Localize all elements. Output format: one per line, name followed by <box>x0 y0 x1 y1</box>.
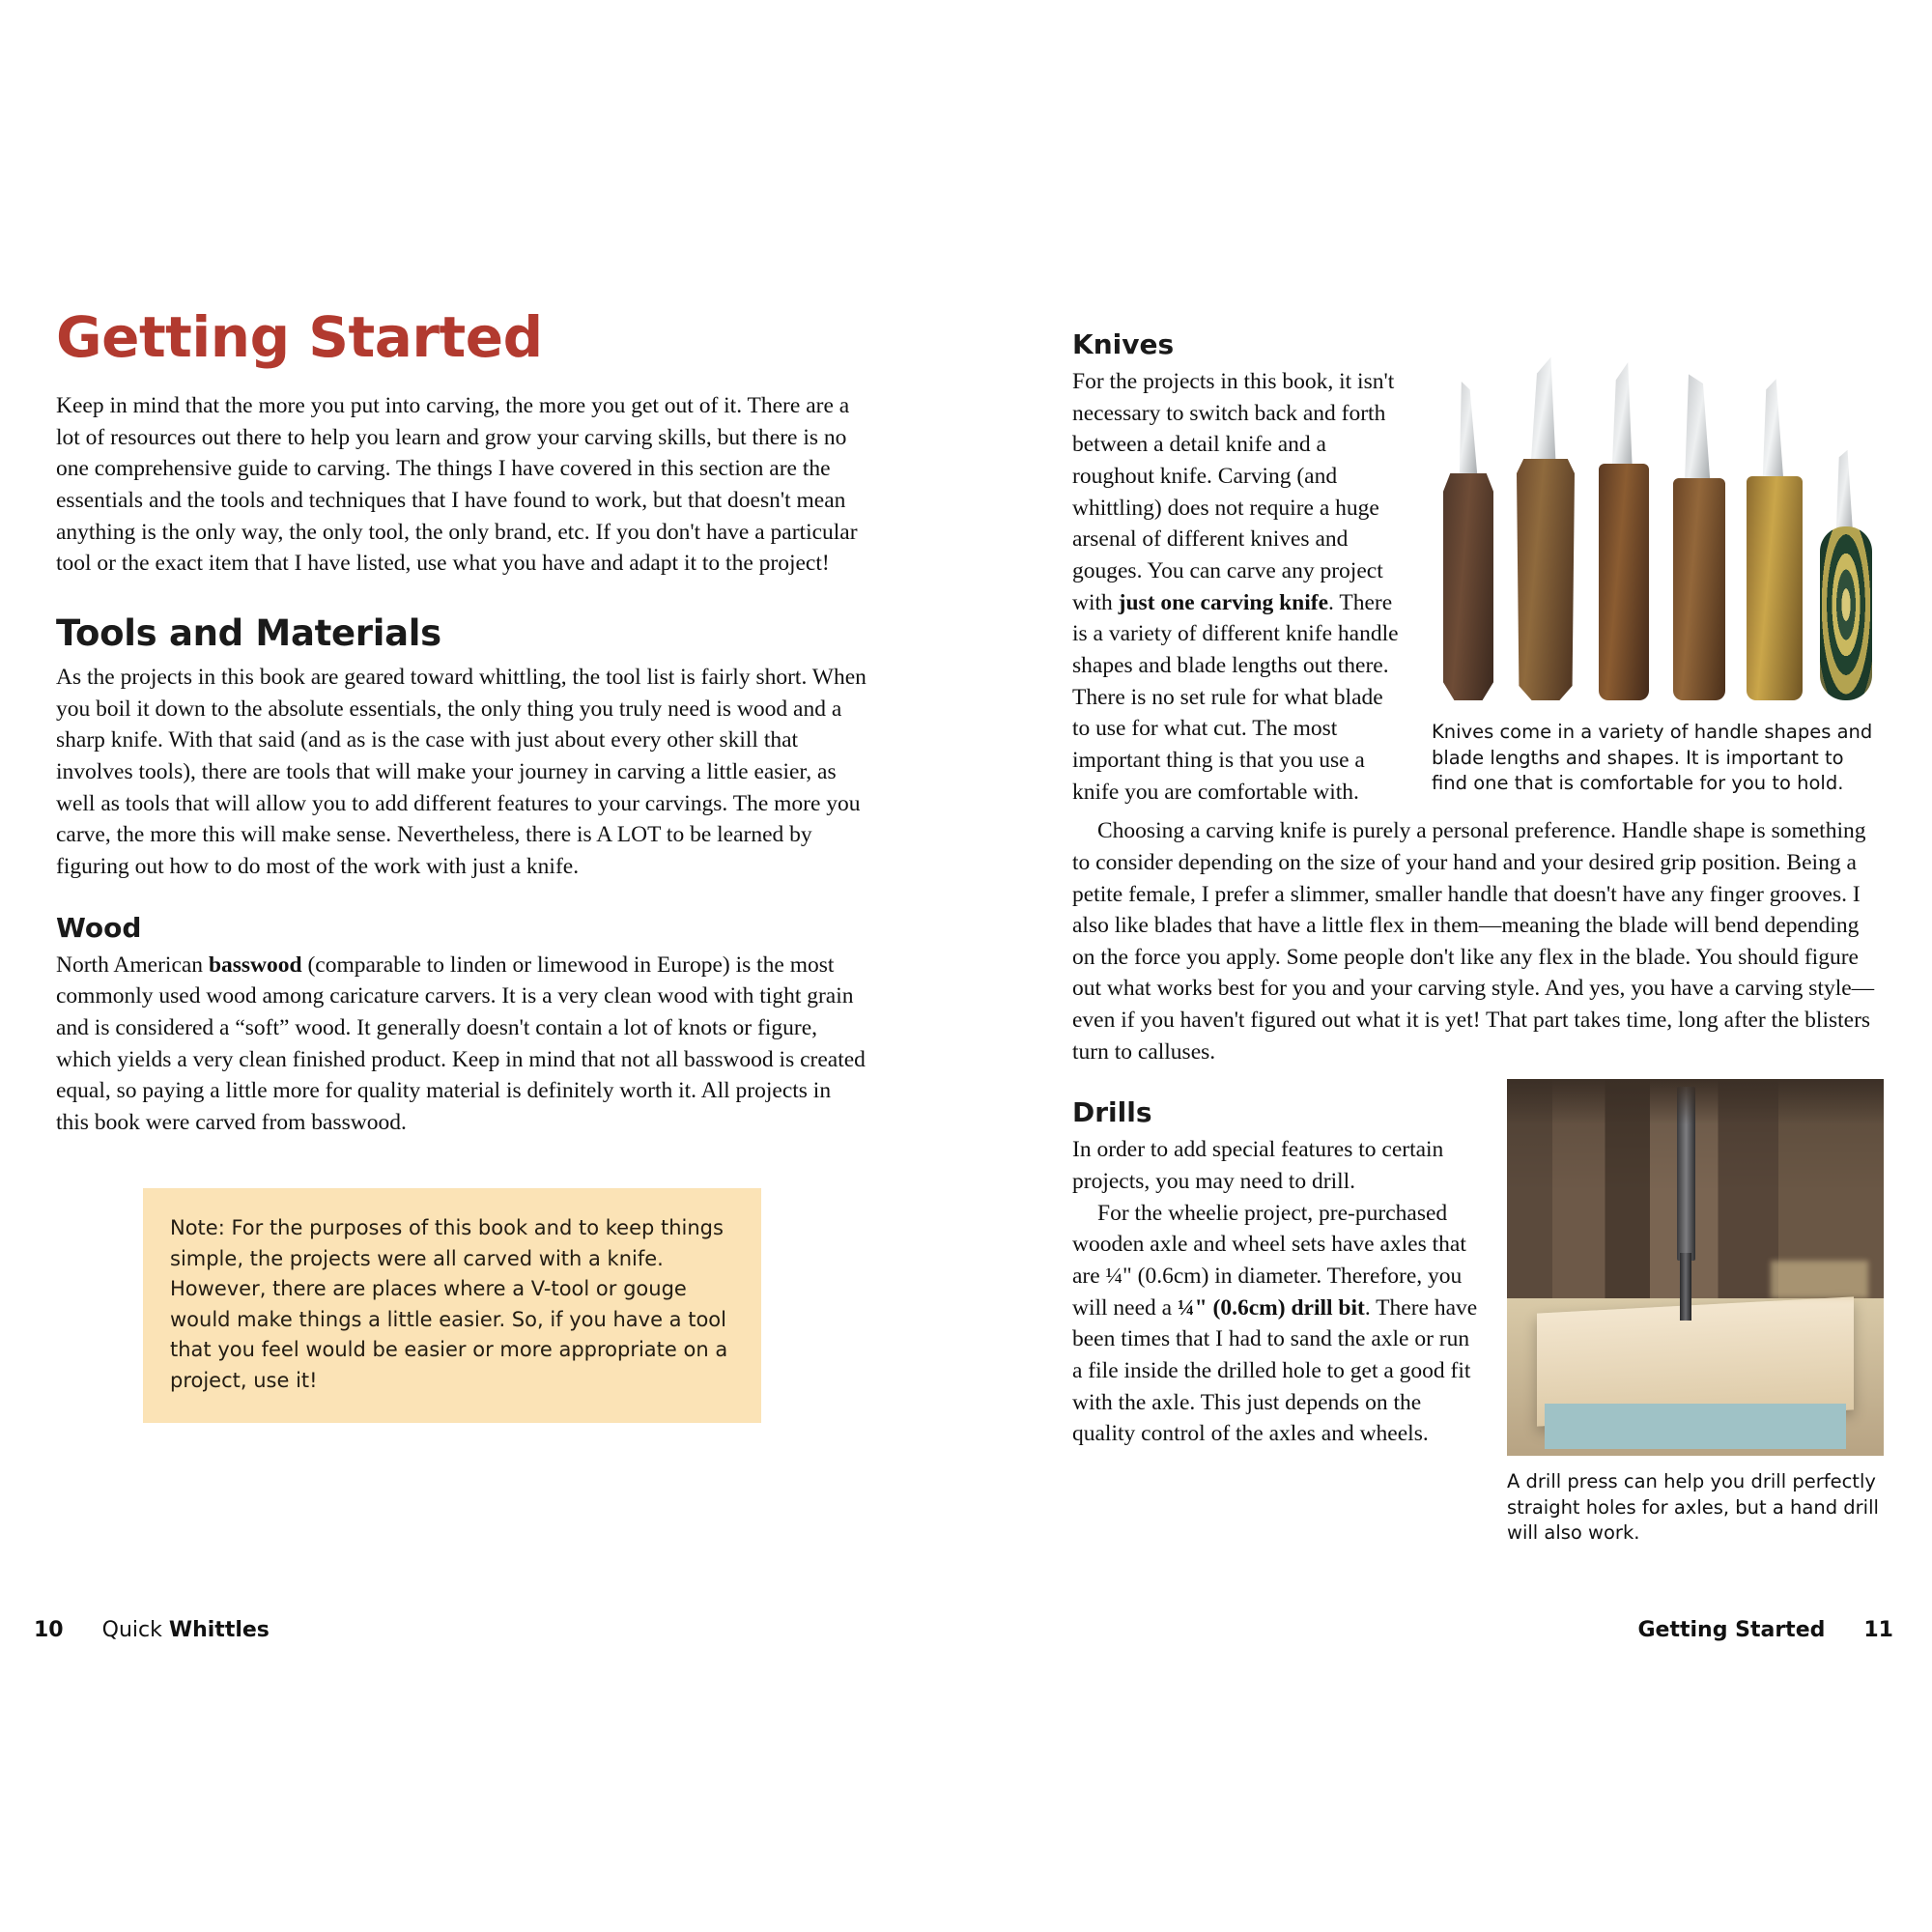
page-title: Getting Started <box>56 304 543 370</box>
drills-text-bold: ¼" (0.6cm) drill bit <box>1177 1294 1365 1321</box>
intro-paragraph: Keep in mind that the more you put into carving, the more you get out of it. There are a lot of resources out there to help you learn and grow your carving skills, but there is no one comprehensive guide to carving. The things I have covered in this section are the essentials and the tools and techniques that I have found to work, but that doesn't mean anything is the only way, the only tool, the only brand, etc. If you don't have a particular tool or the exact item that I have listed, use what you have and adapt it to the project! <box>56 393 858 577</box>
note-callout-box <box>143 1188 761 1423</box>
drills-paragraph-1: In order to add special features to certain projects, you may need to drill. <box>1072 1137 1444 1195</box>
knives-text-bold: just one carving knife <box>1118 589 1329 615</box>
left-page <box>56 304 867 1423</box>
book-title-bold: Whittles <box>168 1618 270 1642</box>
drills-text-pre: For the wheelie project, pre-purchased wooden axle and wheel sets have axles that are ¼" (0.6cm) in diameter. Therefore, you will need a <box>1072 1200 1466 1321</box>
right-page-number: 11 <box>1863 1618 1893 1642</box>
right-page <box>1072 328 1884 1547</box>
knives-photo <box>1430 328 1884 710</box>
book-title-light: Quick <box>101 1618 169 1642</box>
wood-text-post: (comparable to linden or limewood in Europe) is the most commonly used wood among caricature carvers. It is a very clean wood with tight grain and is considered a “soft” wood. It generally doesn't contain a lot of knots or figure, which yields a very clean finished product. Keep in mind that not all basswood is created equal, so paying a little more for quality material is definitely worth it. All projects in this book were carved from basswood. <box>56 952 866 1135</box>
right-section-name: Getting Started <box>1637 1618 1826 1642</box>
footer-left <box>34 1618 270 1642</box>
wood-text-pre: North American <box>56 952 209 978</box>
knives-photo-caption: Knives come in a variety of handle shapes and blade lengths and shapes. It is important to find one that is comfortable for you to hold. <box>1432 721 1873 795</box>
subsection-heading-drills: Drills <box>1072 1096 1152 1129</box>
knives-choosing-paragraph: Choosing a carving knife is purely a personal preference. Handle shape is something to consider depending on the size of your hand and your desired grip position. Being a petite female, I prefer a slimmer, smaller handle that doesn't have any finger grooves. I also like blades that have a little flex in them—meaning the blade will bend depending on the force you apply. Some people don't like any flex in the blade. You should figure out what works best for you and your carving style. And yes, you have a carving style—even if you haven't figured out what it is yet! That part takes time, long after the blisters turn to calluses. <box>1072 818 1875 1065</box>
tools-paragraph: As the projects in this book are geared toward whittling, the tool list is fairly short. When you boil it down to the absolute essentials, the only thing you truly need is wood and a sharp knife. With that said (and as is the case with just about every other skill that involves tools), there are tools that will make your journey in carving a little easier, as well as tools that will allow you to add different features to your carvings. The more you carve, the more this will make sense. Nevertheless, there is A LOT to be learned by figuring out how to do most of the work with just a knife. <box>56 664 867 879</box>
note-callout-text: Note: For the purposes of this book and to keep things simple, the projects were all carved with a knife. However, there are places where a V-tool or gouge would make things a little easier. So, if you have a tool that you feel would be easier or more appropriate on a project, use it! <box>170 1216 728 1392</box>
knives-text-pre: For the projects in this book, it isn't necessary to switch back and forth between a detail knife and a roughout knife. Carving (and whittling) does not require a huge arsenal of different knives and gouges. You can carve any project with <box>1072 369 1395 615</box>
knives-paragraph <box>1072 366 1406 808</box>
wood-text-bold: basswood <box>208 952 302 978</box>
footer-right <box>1638 1618 1894 1642</box>
wood-paragraph <box>56 950 867 1139</box>
knives-text-column <box>1072 328 1406 808</box>
drills-text-post: . There have been times that I had to sand the axle or run a file inside the drilled hole to get a good fit with the axle. This just depends on the quality control of the axles and wheels. <box>1072 1294 1478 1447</box>
left-page-number: 10 <box>34 1618 64 1642</box>
drill-photo <box>1507 1079 1884 1456</box>
subsection-heading-wood: Wood <box>56 911 142 944</box>
knives-full-width-text <box>1072 808 1884 1067</box>
section-heading-tools: Tools and Materials <box>56 611 441 654</box>
subsection-heading-knives: Knives <box>1072 328 1175 360</box>
drill-photo-caption: A drill press can help you drill perfectly straight holes for axles, but a hand drill will also work. <box>1507 1470 1879 1545</box>
knives-text-post: . There is a variety of different knife handle shapes and blade lengths out there. There is no set rule for what blade to use for what cut. The most important thing is that you use a knife you are comfortable with. <box>1072 589 1399 805</box>
